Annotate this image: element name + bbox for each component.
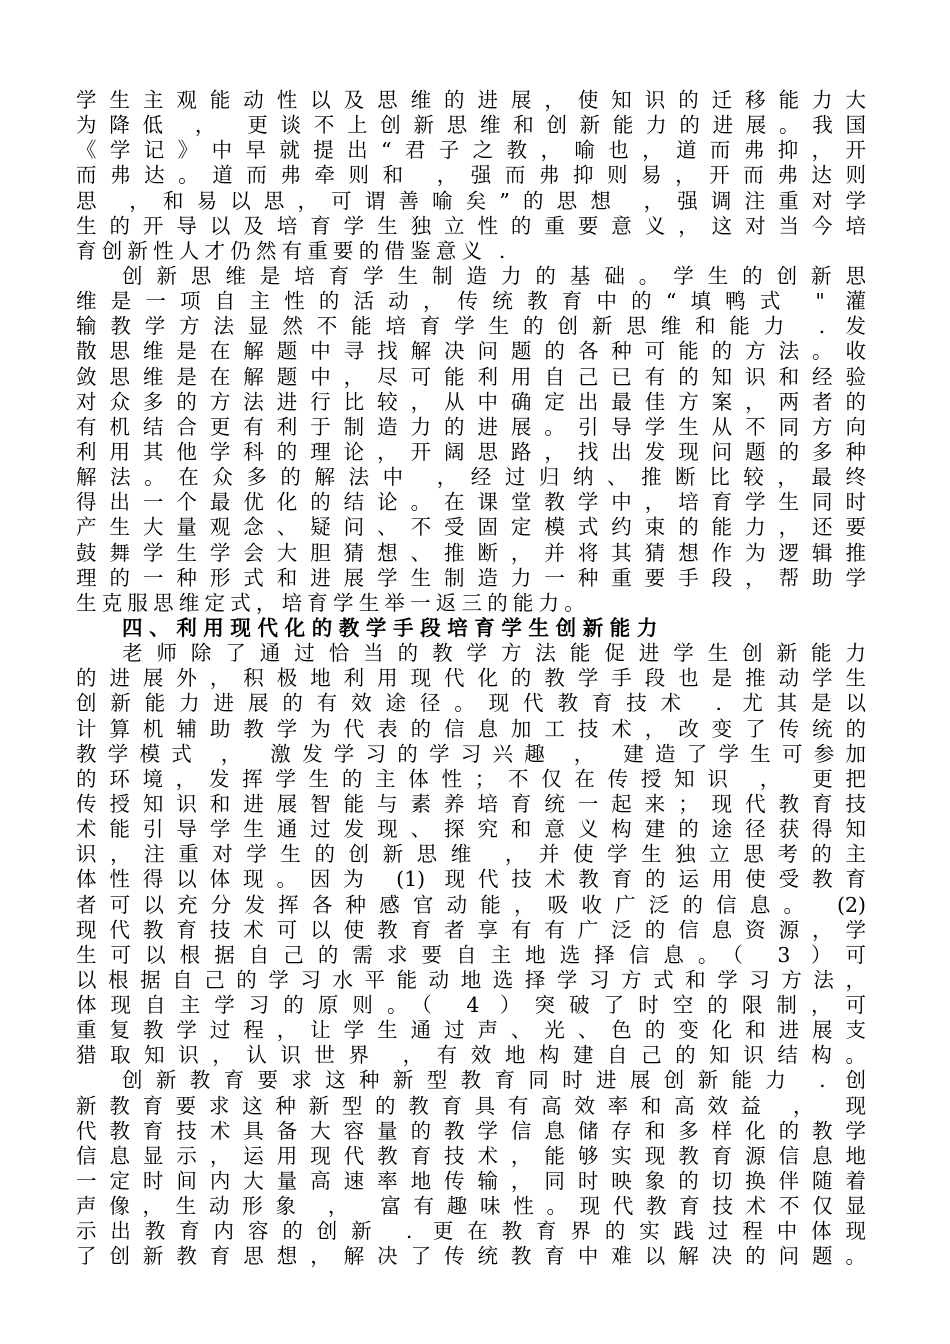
text-line: 为降低 ， 更谈不上创新思维和创新能力的进展。我国 bbox=[76, 113, 866, 138]
text-line: 新教育要求这种新型的教育具有高效率和高效益 ， 现 bbox=[76, 1093, 866, 1118]
section-heading: 四、利用现代化的教学手段培育学生创新能力 bbox=[122, 615, 664, 640]
text-line: 重复教学过程，让学生通过声、光、色的变化和进展支 bbox=[76, 1018, 866, 1043]
text-line: 声像，生动形象 ， 富有趣味性。现代教育技术不仅显 bbox=[76, 1194, 866, 1219]
text-line: 得出一个最优化的结论。在课堂教学中，培育学生同时 bbox=[76, 490, 866, 515]
text-line: 教学模式 ， 激发学习的学习兴趣 ， 建造了学生可参加 bbox=[76, 741, 866, 766]
text-line: 敛思维是在解题中，尽可能利用自己已有的知识和经验 bbox=[76, 364, 866, 389]
text-line: 而弗达。道而弗牵则和 ，强而弗抑则易，开而弗达则 bbox=[76, 163, 866, 188]
text-line: 代教育技术具备大容量的教学信息储存和多样化的教学 bbox=[76, 1118, 866, 1143]
text-line: 创新教育要求这种新型教育同时进展创新能力 . 创 bbox=[122, 1068, 866, 1093]
text-line: 利用其他学科的理论，开阔思路，找出发现问题的多种 bbox=[76, 439, 866, 464]
text-line: 识，注重对学生的创新思维 ，并使学生独立思考的主 bbox=[76, 842, 866, 867]
text-line: 《学记》中早就提出“君子之教，喻也，道而弗抑，开 bbox=[76, 138, 866, 163]
text-line: 的进展外，积极地利用现代化的教学手段也是推动学生 bbox=[76, 666, 866, 691]
text-line: 示出教育内容的创新 . 更在教育界的实践过程中体现 bbox=[76, 1219, 866, 1244]
text-line: 术能引导学生通过发现、探究和意义构建的途径获得知 bbox=[76, 817, 866, 842]
text-line: 猎取知识，认识世界 ，有效地构建自己的知识结构。 bbox=[76, 1043, 866, 1068]
text-line: 生克服思维定式，培育学生举一返三的能力。 bbox=[76, 590, 590, 615]
text-line: 学生主观能动性以及思维的进展，使知识的迁移能力大 bbox=[76, 88, 866, 112]
text-line: 一定时间内大量高速率地传输，同时映象的切换伴随着 bbox=[76, 1169, 866, 1194]
text-line: 计算机辅助教学为代表的信息加工技术，改变了传统的 bbox=[76, 716, 866, 741]
text-line: 输教学方法显然不能培育学生的创新思维和能力 . 发 bbox=[76, 314, 866, 339]
text-line: 鼓舞学生学会大胆猜想、推断，并将其猜想作为逻辑推 bbox=[76, 540, 866, 565]
text-line: 了创新教育思想，解决了传统教育中难以解决的问题。 bbox=[76, 1244, 866, 1269]
text-line: 思 ，和易以思，可谓善喻矣”的思想 ，强调注重对学 bbox=[76, 188, 866, 213]
text-line: 创新思维是培育学生制造力的基础。学生的创新思 bbox=[122, 263, 866, 288]
text-line: 维是一项自主性的活动，传统教育中的“填鸭式 " 灌 bbox=[76, 289, 866, 314]
text-line: 散思维是在解题中寻找解决问题的各种可能的方法。收 bbox=[76, 339, 866, 364]
text-line: 以根据自己的学习水平能动地选择学习方式和学习方法， bbox=[76, 967, 866, 992]
text-line: 育创新性人才仍然有重要的借鉴意义 . bbox=[76, 238, 511, 263]
text-line: 传授知识和进展智能与素养培育统一起来；现代教育技 bbox=[76, 791, 866, 816]
text-line: 生可以根据自己的需求要自主地选择信息。（ 3 ）可 bbox=[76, 942, 866, 967]
text-line: 有机结合更有利于制造力的进展。引导学生从不同方向 bbox=[76, 414, 866, 439]
text-line: 老师除了通过恰当的教学方法能促进学生创新能力 bbox=[122, 641, 866, 666]
text-line: 现代教育技术可以使教育者享有有广泛的信息资源，学 bbox=[76, 917, 866, 942]
text-line: 的环境，发挥学生的主体性；不仅在传授知识 ， 更把 bbox=[76, 766, 866, 791]
text-line: 者可以充分发挥各种感官动能，吸收广泛的信息。 (2) bbox=[76, 892, 866, 917]
text-line: 对众多的方法进行比较，从中确定出最佳方案，两者的 bbox=[76, 389, 866, 414]
text-line: 体现自主学习的原则。（ 4 ）突破了时空的限制，可 bbox=[76, 993, 866, 1018]
text-line: 生的开导以及培育学生独立性的重要意义，这对当今培 bbox=[76, 213, 866, 238]
text-line: 体性得以体现。因为 (1) 现代技术教育的运用使受教育 bbox=[76, 867, 866, 892]
text-line: 解法。在众多的解法中 ，经过归纳、推断比较，最终 bbox=[76, 465, 866, 490]
text-line: 理的一种形式和进展学生制造力一种重要手段，帮助学 bbox=[76, 565, 866, 590]
text-line: 信息显示，运用现代教育技术，能够实现教育源信息地 bbox=[76, 1143, 866, 1168]
text-line: 创新能力进展的有效途径。现代教育技术 . 尤其是以 bbox=[76, 691, 866, 716]
document-page bbox=[76, 88, 866, 1270]
text-line: 产生大量观念、疑问、不受固定模式约束的能力，还要 bbox=[76, 515, 866, 540]
